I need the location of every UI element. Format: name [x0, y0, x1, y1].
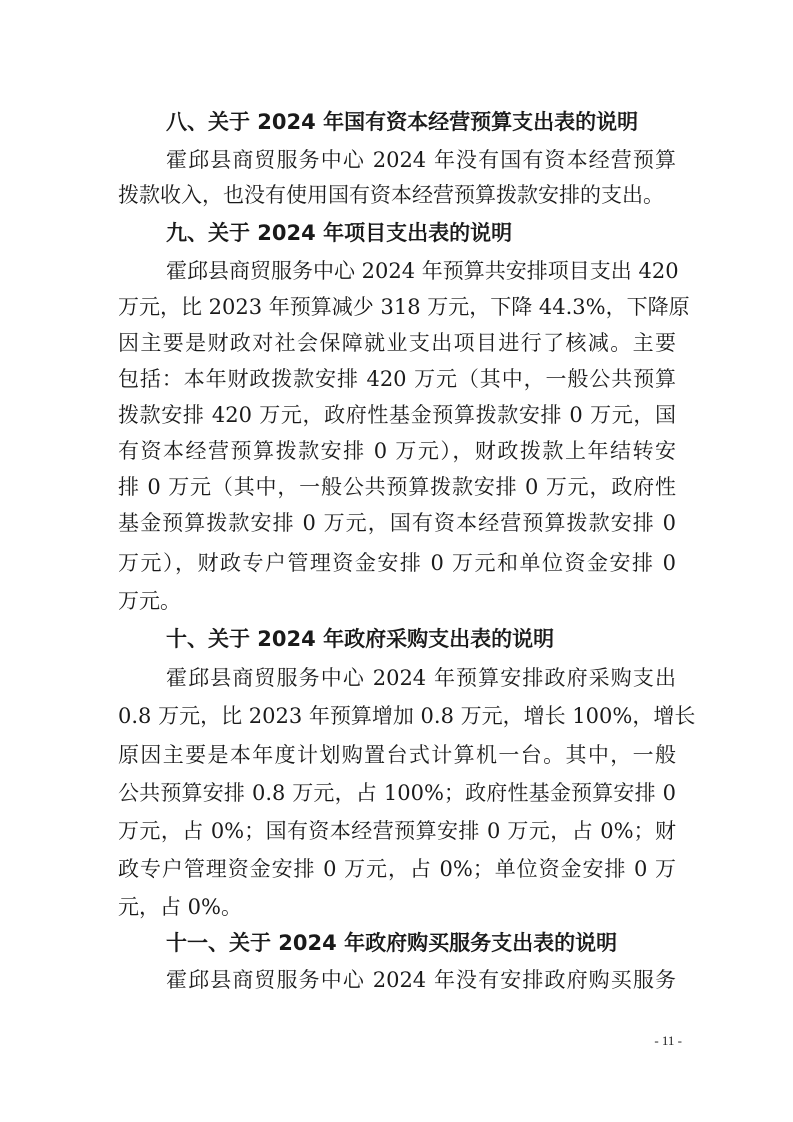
section-11-heading: 十一、关于 2024 年政府购买服务支出表的说明 [166, 931, 618, 955]
section-9-heading: 九、关于 2024 年项目支出表的说明 [166, 221, 513, 245]
section-9-paragraph-line: 排 0 万元（其中，一般公共预算拨款安排 0 万元，政府性 [118, 475, 676, 499]
section-8-paragraph-line: 拨款收入，也没有使用国有资本经营预算拨款安排的支出。 [118, 183, 664, 207]
page-number: - 11 - [654, 1033, 682, 1048]
section-10-paragraph-line: 公共预算安排 0.8 万元，占 100%；政府性基金预算安排 0 [118, 781, 676, 805]
section-9-paragraph-line: 有资本经营预算拨款安排 0 万元），财政拨款上年结转安 [118, 439, 676, 463]
section-10-paragraph-line: 0.8 万元，比 2023 年预算增加 0.8 万元，增长 100%，增长 [118, 704, 696, 728]
section-10-heading: 十、关于 2024 年政府采购支出表的说明 [166, 627, 555, 651]
section-9-paragraph-line: 包括：本年财政拨款安排 420 万元（其中，一般公共预算 [118, 367, 676, 391]
section-9-paragraph-line: 基金预算拨款安排 0 万元，国有资本经营预算拨款安排 0 [118, 511, 676, 535]
section-10-paragraph-line: 元，占 0%。 [118, 895, 242, 919]
section-9-paragraph-line: 万元），财政专户管理资金安排 0 万元和单位资金安排 0 [118, 551, 676, 575]
section-8-paragraph-line: 霍邱县商贸服务中心 2024 年没有国有资本经营预算 [166, 148, 676, 172]
section-9-paragraph-line: 拨款安排 420 万元，政府性基金预算拨款安排 0 万元，国 [118, 403, 676, 427]
section-10-paragraph-line: 霍邱县商贸服务中心 2024 年预算安排政府采购支出 [166, 666, 676, 690]
section-10-paragraph-line: 政专户管理资金安排 0 万元，占 0%；单位资金安排 0 万 [118, 857, 676, 881]
section-9-paragraph-line: 万元。 [118, 589, 181, 613]
section-10-paragraph-line: 原因主要是本年度计划购置台式计算机一台。其中，一般 [118, 743, 676, 767]
section-9-paragraph-line: 因主要是财政对社会保障就业支出项目进行了核减。主要 [118, 331, 676, 355]
section-11-paragraph-line: 霍邱县商贸服务中心 2024 年没有安排政府购买服务 [166, 968, 676, 992]
section-10-paragraph-line: 万元，占 0%；国有资本经营预算安排 0 万元，占 0%；财 [118, 819, 676, 843]
section-8-heading: 八、关于 2024 年国有资本经营预算支出表的说明 [166, 110, 639, 134]
section-9-paragraph-line: 霍邱县商贸服务中心 2024 年预算共安排项目支出 420 [166, 259, 679, 283]
section-9-paragraph-line: 万元，比 2023 年预算减少 318 万元，下降 44.3%，下降原 [118, 295, 690, 319]
